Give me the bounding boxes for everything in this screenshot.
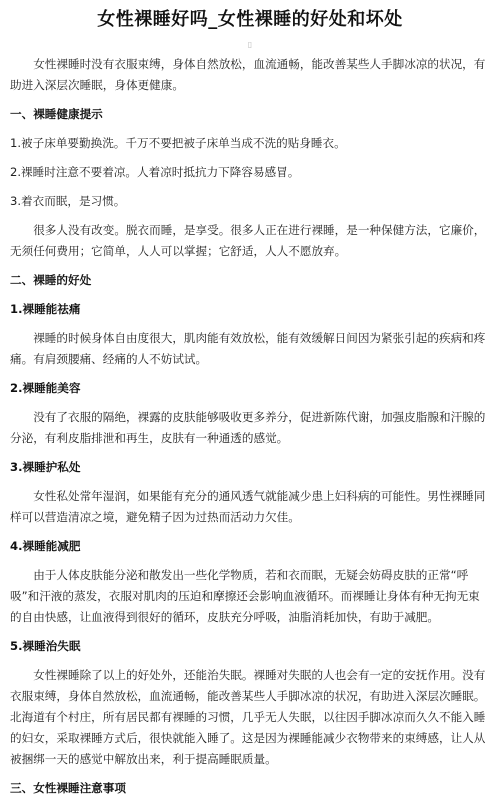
benefit-heading: 5.裸睡治失眠: [10, 639, 81, 653]
tip-item: 3.着衣而眠，是习惯。: [10, 194, 126, 208]
image-placeholder-mark: ▯: [247, 40, 253, 49]
section-heading-precautions: 三、女性裸睡注意事项: [10, 781, 126, 795]
benefit-text: 女性私处常年湿润，如果能有充分的通风透气就能减少患上妇科病的可能性。男性裸睡同样可以营造清凉之境，避免精子因为过热而活动力欠佳。: [10, 489, 486, 524]
benefit-heading: 4.裸睡能减肥: [10, 539, 81, 553]
tip-paragraph: 很多人没有改变。脱衣而睡，是享受。很多人正在进行裸睡，是一种保健方法，它廉价，无须任何费用；它简单，人人可以掌握；它舒适，人人不愿放弃。: [10, 223, 486, 258]
intro-paragraph: 女性裸睡时没有衣服束缚，身体自然放松，血流通畅，能改善某些人手脚冰凉的状况，有助进入深层次睡眠，身体更健康。: [10, 57, 486, 92]
benefit-text: 没有了衣服的隔绝，裸露的皮肤能够吸收更多养分，促进新陈代谢，加强皮脂腺和汗腺的分泌，有利皮脂排泄和再生，皮肤有一种通透的感觉。: [10, 410, 486, 445]
section-heading-tips: 一、裸睡健康提示: [10, 107, 103, 121]
benefit-text: 由于人体皮肤能分泌和散发出一些化学物质，若和衣而眠，无疑会妨碍皮肤的正常“呼吸”和汗液的蒸发，衣服对肌肉的压迫和摩擦还会影响血液循环。而裸睡让身体有种无拘无束的自由快感，让血液得到很好的循环，皮肤充分呼吸，油脂消耗加快，有助于减肥。: [10, 568, 480, 624]
article-title: 女性裸睡好吗_女性裸睡的好处和坏处: [97, 9, 403, 30]
benefit-text: 女性裸睡除了以上的好处外，还能治失眠。裸睡对失眠的人也会有一定的安抚作用。没有衣服束缚，身体自然放松，血流通畅，能改善某些人手脚冰凉的状况，有助进入深层次睡眠。北海道有个村庄，所有居民都有裸睡的习惯，几乎无人失眠，以往因手脚冰凉而久久不能入睡的妇女，采取裸睡方式后，很快就能入睡了。这是因为裸睡能减少衣物带来的束缚感，让人从被捆绑一天的感觉中解放出来，利于提高睡眠质量。: [10, 668, 486, 766]
tip-item: 1.被子床单要勤换洗。千万不要把被子床单当成不洗的贴身睡衣。: [10, 136, 346, 150]
benefit-text: 裸睡的时候身体自由度很大，肌肉能有效放松，能有效缓解日间因为紧张引起的疾病和疼痛。有肩颈腰痛、经痛的人不妨试试。: [10, 331, 486, 366]
benefit-heading: 2.裸睡能美容: [10, 381, 81, 395]
tip-item: 2.裸睡时注意不要着凉。人着凉时抵抗力下降容易感冒。: [10, 165, 300, 179]
benefit-heading: 3.裸睡护私处: [10, 460, 81, 474]
section-heading-benefits: 二、裸睡的好处: [10, 273, 92, 287]
benefit-heading: 1.裸睡能祛痛: [10, 302, 81, 316]
